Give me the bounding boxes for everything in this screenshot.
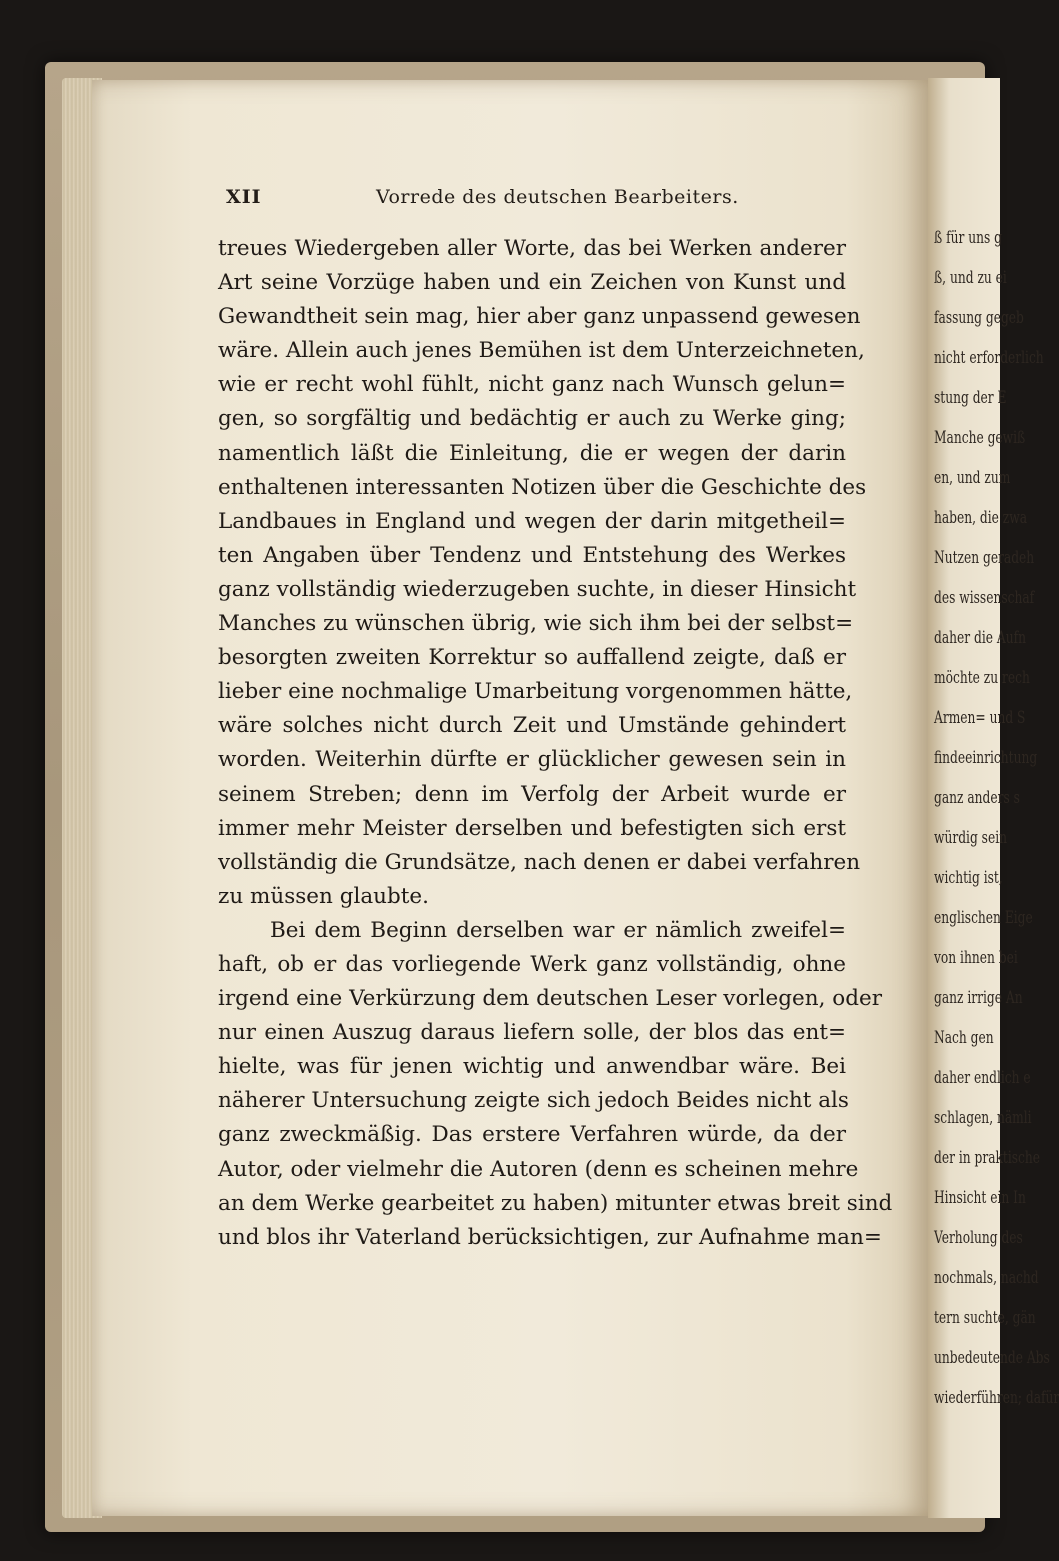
next-page-text-fragment: daher die Aufn: [934, 628, 1027, 648]
next-page-text-fragment: wichtig ist,: [934, 868, 1003, 888]
text-line: Landbaues in England und wegen der darin mitgetheil=: [218, 508, 846, 534]
next-page-text-fragment: en, und zum: [934, 468, 1011, 488]
next-page-text-fragment: haben, die zwa: [934, 508, 1028, 528]
text-line: ten Angaben über Tendenz und Entstehung des Werkes: [218, 542, 846, 568]
next-page-text-fragment: Hinsicht ein In: [934, 1188, 1026, 1208]
page-header: [226, 186, 846, 216]
text-line: wäre solches nicht durch Zeit und Umstände gehindert: [218, 713, 846, 739]
text-line: treues Wiedergeben aller Worte, das bei Werken anderer: [218, 236, 846, 261]
text-line: Art seine Vorzüge haben und ein Zeichen von Kunst und: [218, 270, 846, 296]
body-text: [218, 232, 893, 1255]
text-line: ganz vollständig wiederzugeben suchte, in dieser Hinsicht: [218, 576, 857, 602]
next-page-fragment: [928, 78, 1059, 1518]
text-line: Manches zu wünschen übrig, wie sich ihm bei der selbst=: [218, 611, 854, 637]
text-line: haft, ob er das vorliegende Werk ganz vollständig, ohne: [218, 951, 846, 977]
next-page-text-fragment: ganz anders s: [934, 788, 1020, 808]
next-page-text-fragment: daher endlich e: [934, 1068, 1031, 1088]
text-line: nur einen Auszug daraus liefern solle, der blos das ent=: [218, 1020, 846, 1046]
next-page-text-fragment: wiederführen; dafür: [934, 1388, 1059, 1408]
text-line: worden. Weiterhin dürfte er glücklicher gewesen sein in: [218, 747, 846, 773]
next-page-text-fragment: würdig sein: [934, 828, 1008, 848]
next-page-text-fragment: findeeinrichtung: [934, 748, 1038, 768]
text-line: seinem Streben; denn im Verfolg der Arbeit wurde er: [218, 781, 846, 807]
next-page-text-fragment: der in praktische: [934, 1148, 1041, 1168]
next-page-text-fragment: nochmals, nachd: [934, 1268, 1039, 1288]
page-number: XII: [226, 186, 262, 208]
text-line: vollständig die Grundsätze, nach denen er dabei verfahren: [218, 849, 861, 875]
text-line: enthaltenen interessanten Notizen über die Geschichte des: [218, 474, 867, 500]
text-line: Autor, oder vielmehr die Autoren (denn es scheinen mehre: [218, 1156, 859, 1182]
running-head: Vorrede des deutschen Bearbeiters.: [376, 186, 739, 208]
next-page-text-fragment: Armen= und S: [934, 708, 1026, 728]
next-page-text-fragment: Verholung des: [934, 1228, 1023, 1248]
next-page-text-fragment: des wissenschaf: [934, 588, 1035, 608]
text-line: an dem Werke gearbeitet zu haben) mitunter etwas breit sind: [218, 1190, 893, 1216]
next-page-text-fragment: ß, und zu ei: [934, 268, 1007, 288]
next-page-text-fragment: tern suchte, gän: [934, 1308, 1036, 1328]
text-line: näherer Untersuchung zeigte sich jedoch Beides nicht als: [218, 1088, 849, 1114]
text-line: hielte, was für jenen wichtig und anwendbar wäre. Bei: [218, 1054, 846, 1080]
next-page-text-fragment: Nutzen geradeh: [934, 548, 1035, 568]
text-line: besorgten zweiten Korrektur so auffallend zeigte, daß er: [218, 645, 846, 671]
text-line: zu müssen glaubte.: [218, 883, 429, 909]
text-line: Bei dem Beginn derselben war er nämlich zweifel=: [270, 917, 846, 943]
next-page-text-fragment: möchte zu rech: [934, 668, 1030, 688]
text-line: namentlich läßt die Einleitung, die er wegen der darin: [218, 440, 846, 466]
text-line: gen, so sorgfältig und bedächtig er auch zu Werke ging;: [218, 406, 846, 432]
text-line: immer mehr Meister derselben und befestigten sich erst: [218, 815, 846, 841]
next-page-text-fragment: Manche gewiß: [934, 428, 1026, 448]
next-page-text-fragment: stung der E: [934, 388, 1007, 408]
next-page-text-fragment: unbedeutende Abs: [934, 1348, 1050, 1368]
next-page-text-fragment: ß für uns g: [934, 228, 1003, 248]
next-page-text-fragment: englischen Eige: [934, 908, 1033, 928]
next-page-text-fragment: schlagen, nämli: [934, 1108, 1032, 1128]
text-line: ganz zweckmäßig. Das erstere Verfahren würde, da der: [218, 1122, 846, 1148]
next-page-text-fragment: Nach gen: [934, 1028, 994, 1048]
text-line: wäre. Allein auch jenes Bemühen ist dem Unterzeichneten,: [218, 338, 865, 364]
next-page-text-fragment: fassung gegeb: [934, 308, 1024, 328]
text-line: und blos ihr Vaterland berücksichtigen, zur Aufnahme man=: [218, 1224, 882, 1250]
text-line: wie er recht wohl fühlt, nicht ganz nach Wunsch gelun=: [218, 372, 846, 398]
text-line: lieber eine nochmalige Umarbeitung vorgenommen hätte,: [218, 679, 853, 705]
next-page-text-fragment: von ihnen bei: [934, 948, 1018, 968]
text-line: Gewandtheit sein mag, hier aber ganz unpassend gewesen: [218, 304, 861, 330]
next-page-text-fragment: nicht erforderlich: [934, 348, 1044, 368]
next-page-text-fragment: ganz irrige An: [934, 988, 1023, 1008]
text-line: irgend eine Verkürzung dem deutschen Leser vorlegen, oder: [218, 986, 882, 1012]
